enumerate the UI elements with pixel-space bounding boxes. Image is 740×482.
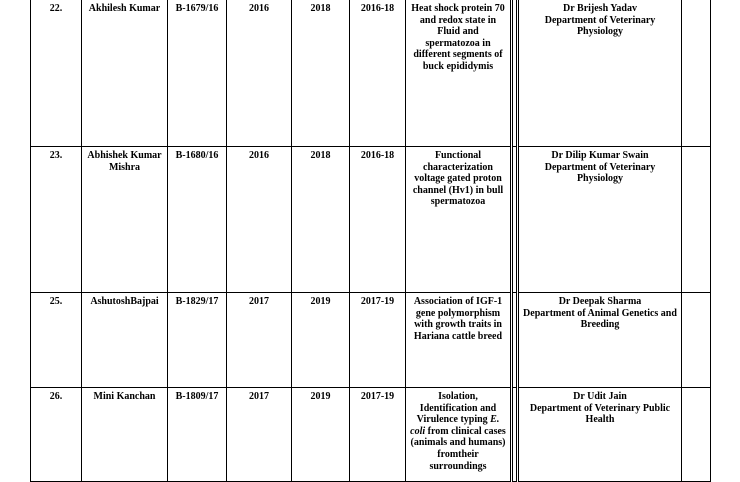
admission-year: 2016 <box>227 147 292 293</box>
registration-number: B-1809/17 <box>168 388 227 482</box>
title-text-end: from clinical cases (animals and humans) fromtheir surroundings <box>410 425 506 472</box>
thesis-title: Association of IGF-1 gene polymorphism with growth traits in Hariana cattle breed <box>406 293 512 388</box>
thesis-title: Heat shock protein 70 and redox state in Fluid and spermatozoa in different segments of buck epididymis <box>406 0 512 147</box>
completion-year: 2018 <box>292 147 350 293</box>
advisor-name: Dr Udit Jain <box>573 391 627 402</box>
advisor-department: Department of Animal Genetics and Breeding <box>523 307 677 331</box>
advisor-cell <box>518 388 682 482</box>
table-row <box>31 147 711 293</box>
session: 2017-19 <box>350 293 406 388</box>
session: 2016-18 <box>350 0 406 147</box>
registration-number: B-1829/17 <box>168 293 227 388</box>
thesis-title: Functional characterization voltage gated proton channel (Hv1) in bull spermatozoa <box>406 147 512 293</box>
advisor-name: Dr Deepak Sharma <box>558 296 642 307</box>
session: 2016-18 <box>350 147 406 293</box>
advisor-cell <box>518 293 682 388</box>
student-name: Abhishek Kumar Mishra <box>82 147 168 293</box>
student-name: Akhilesh Kumar <box>82 0 168 147</box>
completion-year: 2018 <box>292 0 350 147</box>
advisor-department: Department of Veterinary Physiology <box>544 14 656 38</box>
title-text: Isolation, Identification and Virulence typing <box>416 391 497 426</box>
student-name: Mini Kanchan <box>82 388 168 482</box>
serial-number: 25. <box>31 293 82 388</box>
advisor-cell <box>518 147 682 293</box>
completion-year: 2019 <box>292 293 350 388</box>
admission-year: 2017 <box>227 388 292 482</box>
registration-number: B-1679/16 <box>168 0 227 147</box>
table-row <box>31 388 711 482</box>
blank-cell <box>682 147 711 293</box>
advisor-name: Dr Dilip Kumar Swain <box>551 150 649 161</box>
table-row <box>31 0 711 147</box>
blank-cell <box>682 293 711 388</box>
admission-year: 2016 <box>227 0 292 147</box>
serial-number: 26. <box>31 388 82 482</box>
serial-number: 23. <box>31 147 82 293</box>
serial-number: 22. <box>31 0 82 147</box>
blank-cell <box>682 388 711 482</box>
admission-year: 2017 <box>227 293 292 388</box>
title-italic-organism: E. coli <box>410 414 500 437</box>
student-name: AshutoshBajpai <box>82 293 168 388</box>
advisor-name: Dr Brijesh Yadav <box>563 3 637 14</box>
registration-number: B-1680/16 <box>168 147 227 293</box>
thesis-table <box>30 0 711 482</box>
advisor-department: Department of Veterinary Public Health <box>529 402 671 426</box>
advisor-cell <box>518 0 682 147</box>
blank-cell <box>682 0 711 147</box>
advisor-department: Department of Veterinary Physiology <box>544 161 656 185</box>
table-row <box>31 293 711 388</box>
session: 2017-19 <box>350 388 406 482</box>
completion-year: 2019 <box>292 388 350 482</box>
thesis-title <box>406 388 512 482</box>
